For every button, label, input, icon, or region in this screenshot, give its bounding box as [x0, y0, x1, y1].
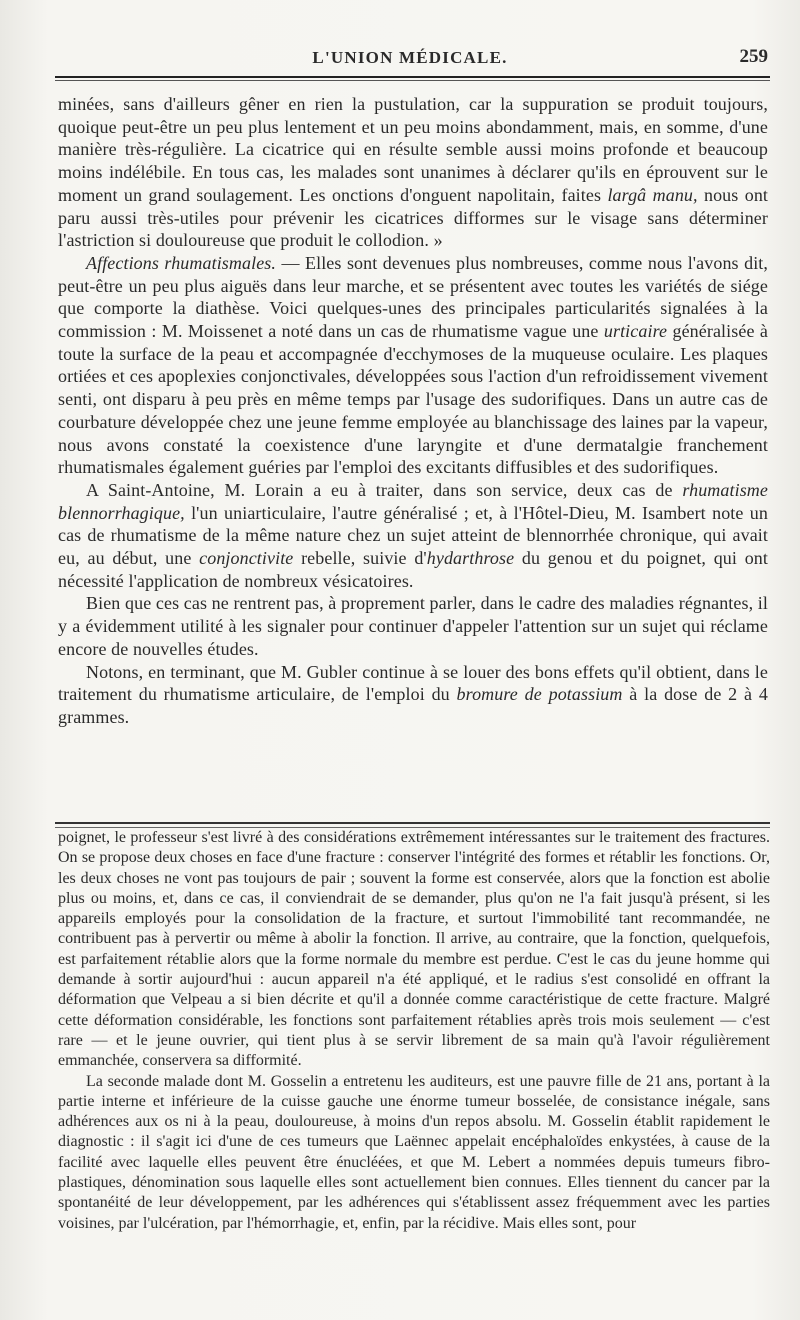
paragraph-continuation	[58, 93, 768, 252]
text-run: à la dose de 2 à 4 grammes.	[58, 684, 768, 727]
text-run: — Elles sont devenues plus nombreuses, comme nous l'avons dit, peut-être un peu plus aiguës dans leur marche, et se présentent avec toutes les variétés de siége que comporte la diathèse. Voici quelques-unes des principales particularités signalées à la commission : M. Moissenet a noté dans un cas de rhumatisme vague une	[58, 252, 768, 342]
italic-term: conjonctivite	[199, 548, 294, 569]
header-rule	[55, 76, 770, 78]
italic-term: bromure de potassium	[456, 684, 623, 705]
main-article-column	[58, 93, 768, 729]
paragraph-gubler	[58, 661, 768, 729]
paragraph-fractures: poignet, le professeur s'est livré à des considérations extrêmement intéressantes sur le traitement des fractures. On se propose deux choses en face d'une fracture : conserver l'intégrité des formes et rétablir les fonctions. Or, les deux choses ne vont pas toujours de pair ; souvent la forme est conservée, alors que la fonction est abolie plus ou moins, et, dans ce cas, il conviendrait de se demander, plus qu'on ne l'a fait jusqu'à présent, si les appareils employés pour la consolidation de la fracture, et surtout l'immobilité tant recommandée, ne contribuent pas à pervertir ou même à abolir la fonction. Il arrive, au contraire, que la fonction, quelquefois, est parfaitement rétablie alors que la forme normale du membre est perdue. C'est le cas du jeune homme qui demande à sortir aujourd'hui : aucun appareil n'a été appliqué, et le radius s'est consolidé en offrant la déformation que Velpeau a si bien décrite et qu'il a donnée comme caractéristique de cette fracture. Malgré cette déformation considérable, les fonctions sont parfaitement rétablies après trois mois seulement — c'est rare — et le jeune ouvrier, qui tient plus à se servir librement de sa main qu'à l'avoir régulièrement emmanchée, conservera sa difformité.	[58, 829, 770, 1070]
feuilleton-column	[58, 828, 770, 1234]
italic-phrase: largâ manu,	[607, 184, 698, 205]
text-run: généralisée à toute la surface de la peau et accompagnée d'ecchymoses de la muqueuse oculaire. Les plaques ortiées et ces apoplexies conjonctivales, développées sous l'action d'un refroidissement vivement senti, ont disparu à peu près en même temps par l'usage des sudorifiques. Dans un autre cas de courbature développée chez une jeune femme employée au blanchissage des laines par la vapeur, nous avons constaté la coexistence d'une laryngite et d'une dermatalgie franchement rhumatismales également guéries par l'emploi des excitants diffusibles et des sudorifiques.	[58, 321, 768, 478]
page-number: 259	[739, 46, 768, 67]
text-run: Notons, en terminant, que M. Gubler continue à se louer des bons effets qu'il obtient, dans le traitement du rhumatisme articulaire, de l'emploi du	[58, 661, 768, 705]
paragraph-seconde-malade: La seconde malade dont M. Gosselin a entretenu les auditeurs, est une pauvre fille de 21 ans, portant à la partie interne et inférieure de la cuisse gauche une énorme tumeur bosselée, de consistance inégale, sans adhérences aux os ni à la peau, douloureuse, à moins d'un repos absolu. M. Gosselin établit rapidement le diagnostic : il s'agit ici d'une de ces tumeurs que Laënnec appelait encéphaloïdes enkystées, à cause de la facilité avec laquelle elles peuvent être énucléées, et que M. Lebert a nommées depuis tumeurs fibro-plastiques, dénomination sous laquelle elles sont actuellement bien connues. Elles tiennent du cancer par la spontanéité de leur développement, par les adhérences qui s'établissent assez fréquemment avec les parties voisines, par l'ulcération, par l'hémorrhagie, et, enfin, par la récidive. Mais elles sont, pour	[58, 1072, 770, 1232]
italic-term: rhumatisme blennorrhagique,	[58, 479, 768, 523]
section-divider-rule	[55, 822, 770, 824]
text-run: du genou et du poignet, qui ont nécessité l'application de nombreux vésicatoires.	[58, 548, 768, 591]
text-run: rebelle, suivie d'	[293, 548, 427, 569]
paragraph-saint-antoine	[58, 479, 768, 593]
italic-term: urticaire	[603, 321, 668, 342]
running-head	[60, 42, 768, 72]
italic-term: hydarthrose	[426, 548, 515, 569]
text-run: l'un uniarticulaire, l'autre généralisé ; et, à l'Hôtel-Dieu, M. Isambert note un cas de rhumatisme de la même nature chez un sujet atteint de blennorrhée chronique, qui avait eu, au début, une	[58, 502, 768, 569]
text-run: nous ont paru aussi très-utiles pour prévenir les cicatrices difformes sur le visage sans déterminer l'astriction si douloureuse que produit le collodion. »	[58, 184, 769, 251]
text-run: A Saint-Antoine, M. Lorain a eu à traiter, dans son service, deux cas de	[86, 479, 683, 500]
text-run: minées, sans d'ailleurs gêner en rien la pustulation, car la suppuration se produit toujours, quoique peut-être un peu plus lentement et un peu moins abondamment, mais, en somme, d'une manière très-régulière. La cicatrice qui en résulte semble aussi moins profonde et beaucoup moins indélébile. En tous cas, les malades sont unanimes à déclarer qu'ils en éprouvent sur le moment un grand soulagement. Les onctions d'onguent napolitain, faites	[58, 94, 768, 205]
paragraph-maladies-regnantes: Bien que ces cas ne rentrent pas, à proprement parler, dans le cadre des maladies régnantes, il y a évidemment utilité à les signaler pour continuer d'appeler l'attention sur un sujet qui réclame encore de nouvelles études.	[58, 593, 768, 659]
journal-title: L'UNION MÉDICALE.	[312, 48, 508, 67]
section-lead-italic: Affections rhumatismales.	[86, 252, 277, 273]
paragraph-affections-rhumatismales	[58, 252, 768, 479]
